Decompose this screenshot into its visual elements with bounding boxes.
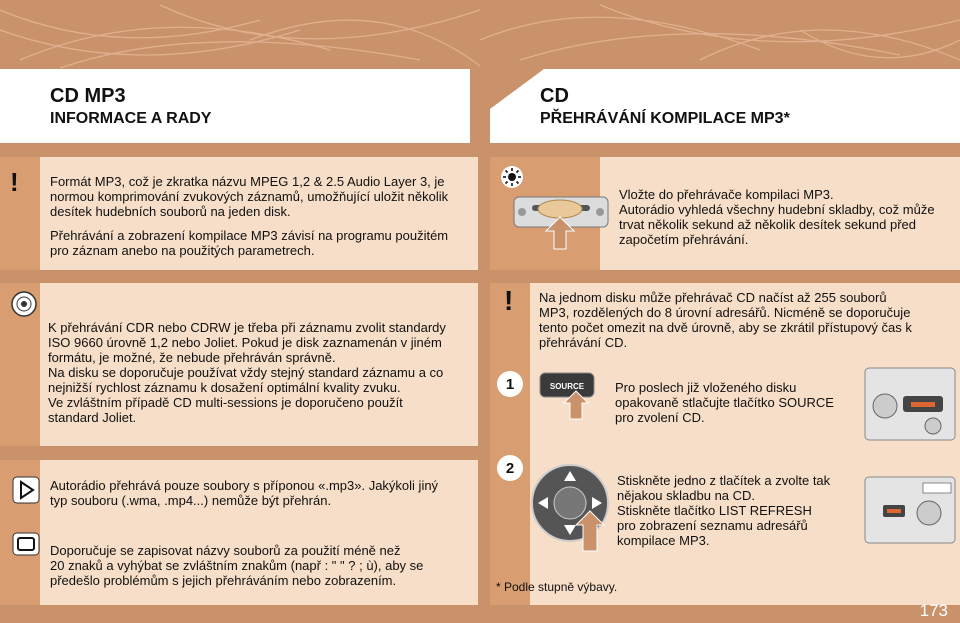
source-instruction-text xyxy=(615,380,834,425)
display-screen-icon xyxy=(12,532,40,556)
text-line: K přehrávání CDR nebo CDRW je třeba při záznamu zvolit standardy xyxy=(48,320,446,335)
right-title-tab xyxy=(490,69,960,143)
navigation-pad-illustration xyxy=(530,463,610,553)
text-line: Autorádio vyhledá všechny hudební skladby, což může xyxy=(619,202,935,217)
footnote: * Podle stupně výbavy. xyxy=(496,580,618,594)
right-playback-panel xyxy=(490,283,960,605)
text-line: předešlo problémům s jejich přehráváním nebo zobrazením. xyxy=(50,573,397,588)
play-icon xyxy=(12,476,40,504)
text-line: Stiskněte jedno z tlačítek a zvolte tak xyxy=(617,473,831,488)
step-2-badge: 2 xyxy=(497,455,523,481)
left-panel1-sidebar xyxy=(0,157,40,270)
text-line: Formát MP3, což je zkratka názvu MPEG 1,2 & 2.5 Audio Layer 3, je xyxy=(50,174,445,189)
mp3-format-text xyxy=(50,174,448,258)
left-cdr-panel xyxy=(0,283,478,446)
text-line: pro zvolení CD. xyxy=(615,410,705,425)
text-line: trvat několik sekund až několik desítek sekund před xyxy=(619,217,917,232)
left-title-tab xyxy=(0,69,470,143)
text-line: Pro poslech již vloženého disku xyxy=(615,380,797,395)
text-line: nějakou skladbu na CD. xyxy=(617,488,756,503)
insert-cd-text xyxy=(619,187,935,247)
text-line: kompilace MP3. xyxy=(617,533,710,548)
right-insert-panel xyxy=(490,157,960,270)
text-line: započetím přehrávání. xyxy=(619,232,749,247)
text-line: Na disku se doporučuje používat vždy stejný standard záznamu a co xyxy=(48,365,444,380)
right-panel2-sidebar xyxy=(490,283,530,605)
page-number: 173 xyxy=(919,601,948,620)
source-button-illustration xyxy=(538,371,598,421)
track-instruction-text xyxy=(617,473,830,548)
left-page-title: CD MP3 xyxy=(50,85,126,107)
cd-player-illustration xyxy=(512,195,610,251)
mp3-extension-text xyxy=(50,478,438,508)
filename-advice-text xyxy=(50,543,423,588)
left-info-panel xyxy=(0,157,478,270)
text-line: pro záznam anebo na použitých parametrech. xyxy=(50,243,315,258)
text-line: Ve zvláštním případě CD multi-sessions je doporučeno použít xyxy=(48,395,403,410)
text-line: Stiskněte tlačítko LIST REFRESH xyxy=(617,503,812,518)
text-line: Autorádio přehrává pouze soubory s příponou «.mp3». Jakýkoli jiný xyxy=(50,478,439,493)
text-line: formátu, je možné, že nebude přehráván správně. xyxy=(48,350,336,365)
title-slant-shape xyxy=(490,69,544,143)
file-limit-text xyxy=(539,290,912,350)
text-line: desítek hudebních souborů na jeden disk. xyxy=(50,204,291,219)
text-line: tento počet omezit na dvě úrovně, aby se zkrátil přístupový čas k xyxy=(539,320,912,335)
text-line: opakovaně stlačujte tlačítko SOURCE xyxy=(615,395,834,410)
text-line: Přehrávání a zobrazení kompilace MP3 závisí na programu použitém xyxy=(50,228,449,243)
text-line: normou komprimování zvukových záznamů, umožňující uložit několik xyxy=(50,189,449,204)
left-page-subtitle: INFORMACE A RADY xyxy=(50,110,212,127)
text-line: standard Joliet. xyxy=(48,410,137,425)
warning-icon: ! xyxy=(504,285,514,316)
cdr-standards-text xyxy=(48,320,446,425)
text-line: Vložte do přehrávače kompilaci MP3. xyxy=(619,187,834,202)
text-line: typ souboru (.wma, .mp4...) nemůže být přehrán. xyxy=(50,493,332,508)
radio-list-panel-illustration xyxy=(863,475,957,545)
warning-icon: ! xyxy=(10,167,19,197)
text-line: 20 znaků a vyhýbat se zvláštním znakům (např : " " ? ; ù), aby se xyxy=(50,558,424,573)
right-page-title: CD xyxy=(540,85,569,107)
cd-disc-icon xyxy=(10,290,38,318)
right-page-subtitle: PŘEHRÁVÁNÍ KOMPILACE MP3* xyxy=(540,110,790,127)
step-1-badge: 1 xyxy=(497,371,523,397)
radio-panel-illustration xyxy=(863,366,957,442)
text-line: Doporučuje se zapisovat názvy souborů za použití méně než xyxy=(50,543,401,558)
light-bulb-icon xyxy=(500,165,524,189)
text-line: Na jednom disku může přehrávač CD načíst až 255 souborů xyxy=(539,290,887,305)
left-file-panel xyxy=(0,460,478,605)
source-button-label: SOURCE xyxy=(549,382,585,391)
text-line: ISO 9660 úrovně 1,2 nebo Joliet. Pokud je disk zaznamenán v jiném xyxy=(48,335,442,350)
text-line: pro zobrazení seznamu adresářů xyxy=(617,518,808,533)
text-line: MP3, rozdělených do 8 úrovní adresářů. Nicméně se doporučuje xyxy=(539,305,911,320)
text-line: nejnižší rychlost záznamu k dosažení optimální kvality zvuku. xyxy=(48,380,401,395)
text-line: přehrávání CD. xyxy=(539,335,628,350)
